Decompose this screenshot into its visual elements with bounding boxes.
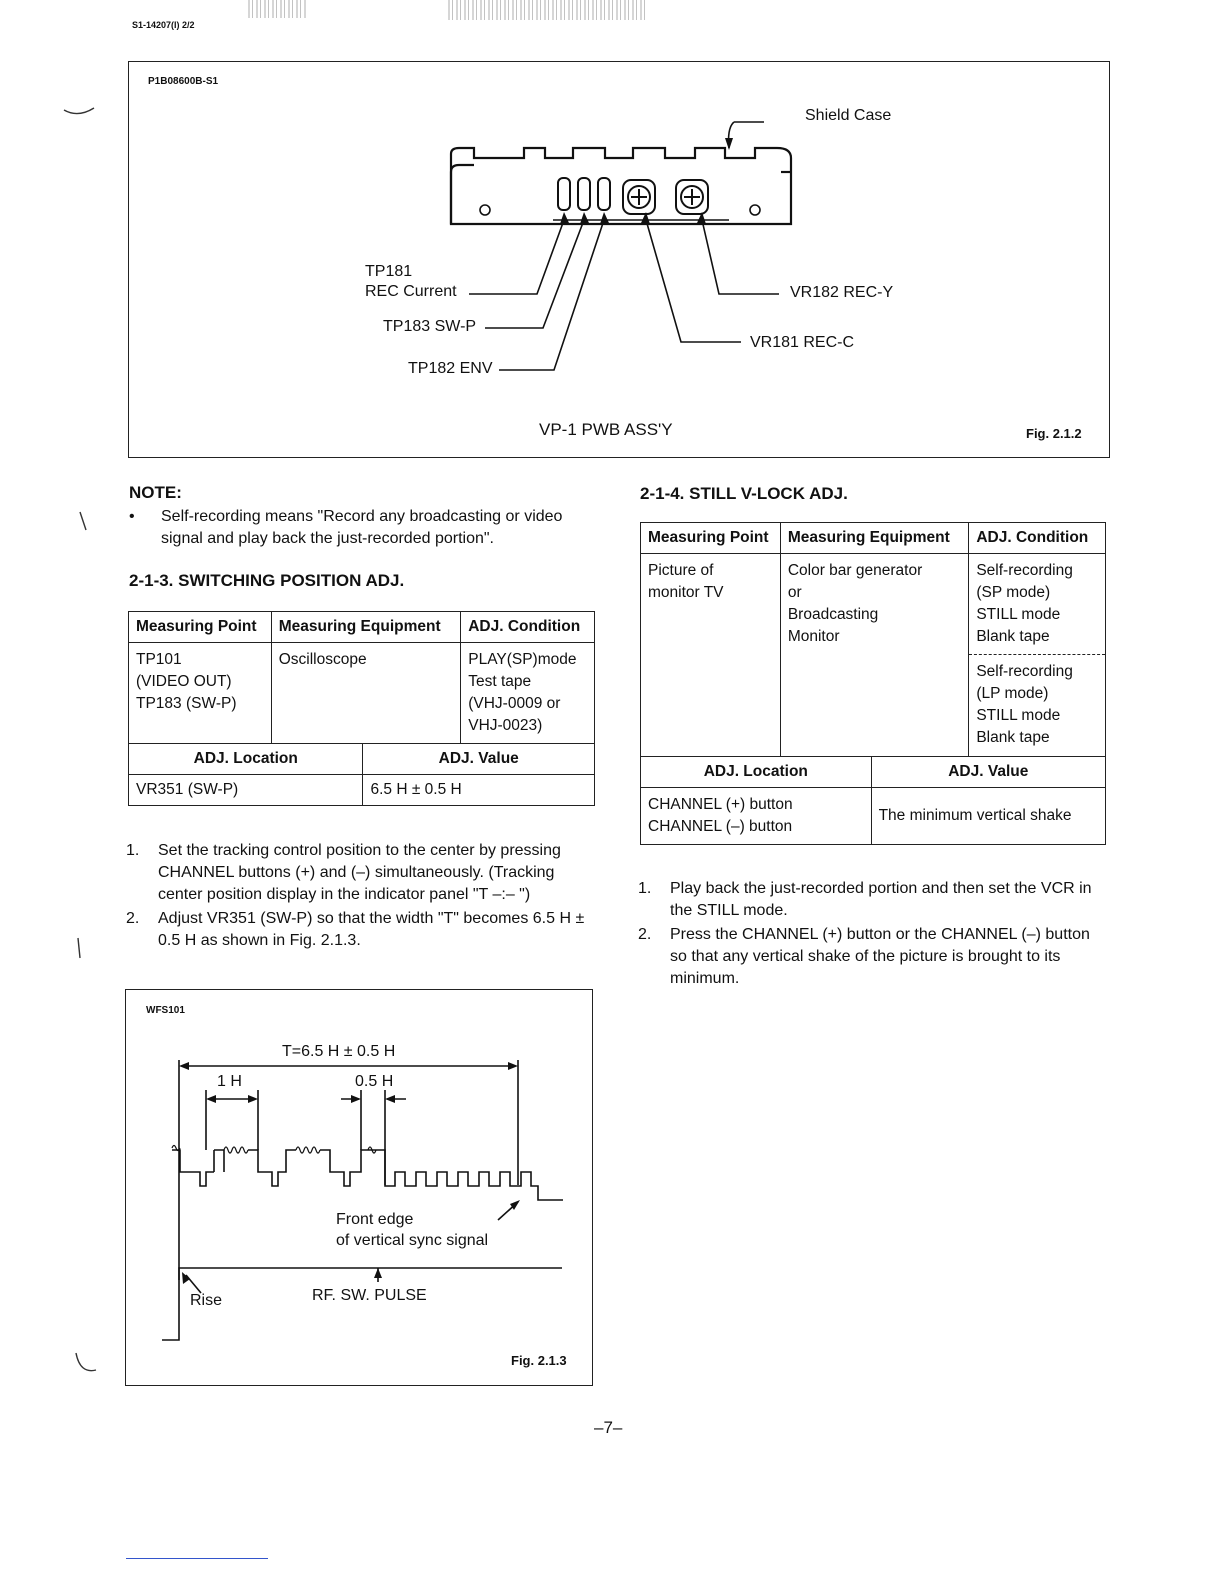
measuring-point-cell: TP101 (VIDEO OUT) TP183 (SW-P) [129, 643, 272, 744]
figure-caption: VP-1 PWB ASS'Y [539, 420, 673, 439]
one-h-label: 1 H [217, 1073, 242, 1090]
scan-noise [448, 0, 648, 20]
rec-current-label: REC Current [365, 283, 457, 300]
step-item: 1. Play back the just-recorded portion and then set the VCR in the STILL mode. [638, 880, 1092, 919]
header-measuring-equipment: Measuring Equipment [780, 523, 969, 554]
measuring-point-cell: Picture of monitor TV [641, 554, 781, 757]
header-adj-condition: ADJ. Condition [969, 523, 1106, 554]
vr181-label: VR181 REC-C [750, 334, 855, 351]
header-measuring-point: Measuring Point [641, 523, 781, 554]
header-measuring-equipment: Measuring Equipment [271, 612, 461, 643]
figure-code: WFS101 [146, 1005, 185, 1016]
section-title-2-1-3: 2-1-3. SWITCHING POSITION ADJ. [129, 571, 405, 590]
figure-code: P1B08600B-S1 [148, 76, 219, 87]
note-bullet: • [129, 508, 135, 525]
figure-2-1-3 [125, 989, 593, 1386]
header-adj-location: ADJ. Location [129, 744, 363, 775]
header-adj-value: ADJ. Value [871, 757, 1105, 788]
footer-rule [126, 1558, 268, 1559]
tp183-label: TP183 SW-P [383, 318, 477, 335]
header-adj-condition: ADJ. Condition [461, 612, 595, 643]
adj-value-cell: The minimum vertical shake [871, 788, 1105, 845]
header-measuring-point: Measuring Point [129, 612, 272, 643]
front-edge-label: Front edge [336, 1211, 414, 1228]
switching-position-table [128, 611, 595, 806]
tp181-label: TP181 [365, 263, 413, 280]
header-adj-value: ADJ. Value [363, 744, 595, 775]
pwb-diagram [129, 62, 1109, 457]
shield-case-label: Shield Case [805, 107, 892, 124]
note-title: NOTE: [129, 483, 182, 502]
rf-pulse-label: RF. SW. PULSE [312, 1287, 427, 1304]
condition-cell: PLAY(SP)mode Test tape (VHJ-0009 or VHJ-0023) [461, 643, 595, 744]
figure-label: Fig. 2.1.3 [511, 1353, 567, 1368]
note-text: Self-recording means "Record any broadcasting or video signal and play back the just-recorded portion". [161, 508, 563, 547]
half-h-label: 0.5 H [355, 1073, 394, 1090]
figure-label: Fig. 2.1.2 [1026, 426, 1082, 441]
step-item: 2. Press the CHANNEL (+) button or the CHANNEL (–) button so that any vertical shake of the picture is brought to its minimum. [638, 926, 1090, 987]
figure-2-1-2 [128, 61, 1110, 458]
steps-2-1-4 [638, 878, 1108, 992]
step-item: 2. Adjust VR351 (SW-P) so that the width "T" becomes 6.5 H ± 0.5 H as shown in Fig. 2.1.3. [126, 910, 585, 949]
t-width-label: T=6.5 H ± 0.5 H [282, 1043, 396, 1060]
margin-marks [0, 0, 100, 1584]
shield-case-shape [451, 148, 791, 224]
equipment-cell: Oscilloscope [271, 643, 461, 744]
scan-noise [248, 0, 308, 18]
document-id: S1-14207(I) 2/2 [132, 20, 195, 30]
adj-location-cell: VR351 (SW-P) [129, 775, 363, 806]
header-adj-location: ADJ. Location [641, 757, 872, 788]
tp182-label: TP182 ENV [408, 360, 493, 377]
vr182-label: VR182 REC-Y [790, 284, 894, 301]
equipment-cell: Color bar generator or Broadcasting Monitor [780, 554, 969, 757]
adj-value-cell: 6.5 H ± 0.5 H [363, 775, 595, 806]
rise-label: Rise [190, 1292, 223, 1309]
condition-cell: Self-recording (SP mode) STILL mode Blank tape Self-recording (LP mode) STILL mode Blank tape [969, 554, 1106, 757]
condition-divider [969, 654, 1105, 655]
adj-location-cell: CHANNEL (+) button CHANNEL (–) button [641, 788, 872, 845]
step-item: 1. Set the tracking control position to the center by pressing CHANNEL buttons (+) and (–) simultaneously. (Tracking center position display in the indicator panel "T –:– ") [126, 842, 561, 903]
page-number: –7– [594, 1418, 623, 1437]
section-title-2-1-4: 2-1-4. STILL V-LOCK ADJ. [640, 484, 848, 503]
still-v-lock-table [640, 522, 1106, 845]
vsync-label: of vertical sync signal [336, 1232, 489, 1249]
steps-2-1-3 [126, 840, 594, 954]
